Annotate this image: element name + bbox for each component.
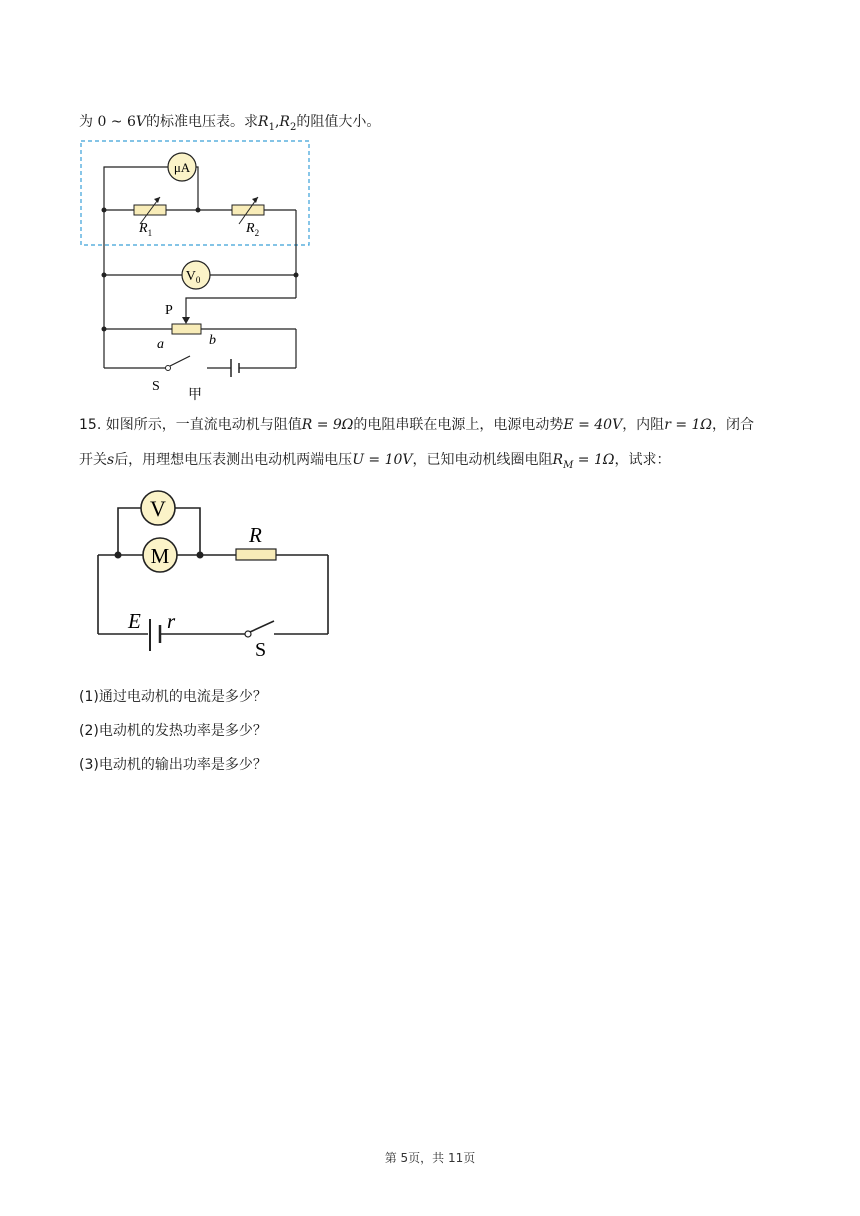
q15-math-rm-sub: M xyxy=(563,459,574,471)
q15-math-u: U = 10V xyxy=(352,452,413,468)
switch-s2-label: S xyxy=(255,639,267,661)
end-a-label: a xyxy=(157,337,164,352)
intro-middle: 的标准电压表。求 xyxy=(146,114,259,130)
page-footer: 第 5页，共 11页 xyxy=(384,1151,476,1165)
q15-text-f: 后，用理想电压表测出电动机两端电压 xyxy=(114,452,353,468)
intro-sep: , xyxy=(274,114,280,130)
q15-math-e: E = 40V xyxy=(563,417,623,433)
q15-math-r: R = 9Ω xyxy=(301,417,354,433)
q15-math-s: s xyxy=(107,452,115,468)
motor-label: M xyxy=(150,544,170,568)
sub-question-1: (1)通过电动机的电流是多少？ xyxy=(79,689,267,705)
q15-math-rm-value: = 1Ω xyxy=(573,452,615,468)
intro-r2: R xyxy=(279,114,290,130)
voltmeter-v0-label: $V_0$ xyxy=(185,269,201,285)
intro-prefix: 为 xyxy=(79,114,98,130)
intro-unit: V xyxy=(135,114,147,130)
q15-text-h: ，试求： xyxy=(614,452,671,468)
microammeter-label: μA xyxy=(173,160,191,175)
q15-text-d: ，闭合 xyxy=(712,417,755,433)
resistor-r xyxy=(236,549,276,560)
q15-text-a: 15. 如图所示，一直流电动机与阻值 xyxy=(79,417,302,433)
internal-resistance-label: r xyxy=(167,609,176,633)
switch-s-label: S xyxy=(152,379,160,394)
emf-label: E xyxy=(128,609,141,633)
sub-question-3: (3)电动机的输出功率是多少？ xyxy=(79,757,267,773)
q15-math-r-internal: r = 1Ω xyxy=(664,417,713,433)
slider-p-label: P xyxy=(165,303,173,318)
figure1-caption: 甲 xyxy=(188,387,202,403)
intro-suffix: 的阻值大小。 xyxy=(296,114,381,130)
resistor-r-label: R xyxy=(249,523,262,547)
end-b-label: b xyxy=(209,333,216,348)
q15-text-b: 的电阻串联在电源上，电源电动势 xyxy=(353,417,564,433)
r1-label: $R_1$ xyxy=(139,221,153,238)
q15-math-rm: R xyxy=(552,452,564,468)
q15-text-e: 开关 xyxy=(79,452,107,468)
q15-text-c: ，内阻 xyxy=(622,417,665,433)
intro-r2-sub: 2 xyxy=(289,121,297,133)
intro-r1-sub: 1 xyxy=(268,121,275,133)
voltmeter-label: V xyxy=(150,496,166,521)
r2-label: $R_2$ xyxy=(246,221,260,238)
sub-question-2: (2)电动机的发热功率是多少？ xyxy=(79,723,267,739)
intro-r1: R xyxy=(258,114,269,130)
switch-s2-contact xyxy=(245,631,251,637)
intro-range: 0 ~ 6 xyxy=(97,114,136,130)
q15-text-g: ，已知电动机线圈电阻 xyxy=(412,452,553,468)
